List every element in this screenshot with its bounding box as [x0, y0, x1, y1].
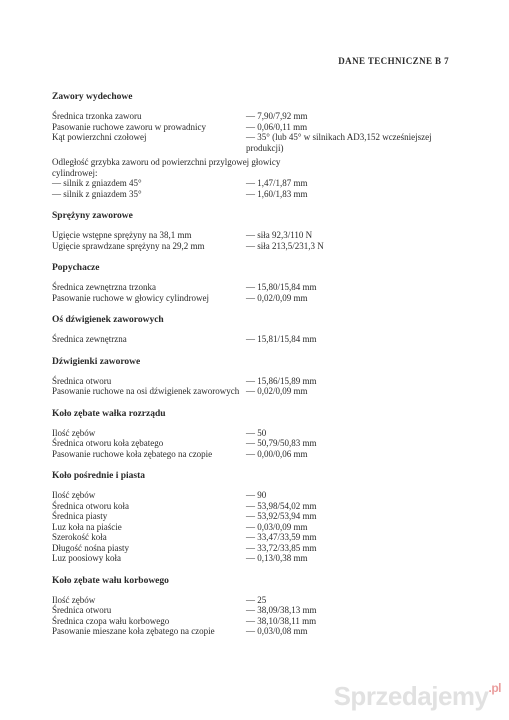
spec-row: [52, 543, 472, 554]
spec-section: [52, 263, 472, 303]
spec-section: [52, 211, 472, 251]
spec-label: Odległość grzybka zaworu od powierzchni przylgowej głowicy cylindrowej:: [52, 157, 281, 178]
section-title: Oś dźwigienek zaworowych: [52, 315, 164, 325]
spec-value: — 0,13/0,38 mm: [246, 553, 308, 563]
spec-label: Kąt powierzchni czołowej: [52, 132, 147, 142]
spec-label: Szerokość koła: [52, 532, 107, 542]
section-title: Koło zębate wałka rozrządu: [52, 408, 166, 419]
spec-label: Pasowanie ruchowe na osi dźwigienek zaworowych: [52, 386, 240, 396]
section-title: Sprężyny zaworowe: [52, 211, 133, 221]
spec-content: [52, 92, 472, 649]
watermark-text: Sprzedajemy: [333, 681, 489, 711]
spec-row: [52, 122, 472, 133]
spec-label: Ilość zębów: [52, 594, 96, 605]
spec-row: [52, 522, 472, 533]
spec-row: [52, 511, 472, 522]
spec-row: [52, 241, 472, 252]
spec-row: [52, 376, 472, 387]
spec-label: Luz poosiowy koła: [52, 553, 121, 563]
spec-value: — 15,81/15,84 mm: [246, 334, 317, 344]
spec-label: Ugięcie sprawdzane sprężyny na 29,2 mm: [52, 240, 205, 251]
spec-section: [52, 576, 472, 637]
spec-value: — 0,02/0,09 mm: [246, 386, 308, 396]
spec-section: [52, 92, 472, 199]
spec-row: [52, 616, 472, 627]
spec-row: [52, 438, 472, 449]
spec-label: Średnica otworu: [52, 605, 112, 615]
spec-value: — 25: [246, 594, 267, 605]
spec-row: [52, 449, 472, 460]
spec-section: [52, 315, 472, 345]
section-title: Popychacze: [52, 263, 100, 273]
spec-label: Pasowanie ruchowe zaworu w prowadnicy: [52, 121, 206, 132]
spec-row: [52, 553, 472, 564]
section-title: Dźwigienki zaworowe: [52, 356, 141, 367]
spec-row: [52, 386, 472, 397]
spec-label: Średnica zewnętrzna trzonka: [52, 282, 156, 292]
spec-row: [52, 189, 472, 200]
spec-row: [52, 501, 472, 512]
spec-value: — 38,09/38,13 mm: [246, 605, 317, 615]
page-header: DANE TECHNICZNE B 7: [338, 56, 449, 66]
spec-label: — silnik z gniazdem 45°: [52, 178, 142, 188]
spec-label: Pasowanie ruchowe w głowicy cylindrowej: [52, 292, 209, 303]
spec-row: [52, 293, 472, 304]
spec-value: — 1,60/1,83 mm: [246, 188, 308, 199]
spec-label: Średnica zewnętrzna: [52, 334, 127, 344]
spec-value: — 50,79/50,83 mm: [246, 438, 317, 448]
spec-value: — siła 213,5/231,3 N: [246, 240, 324, 251]
section-title: Koło zębate wału korbowego: [52, 575, 169, 586]
spec-label: Pasowanie mieszane koła zębatego na czopie: [52, 626, 215, 636]
spec-value: — 53,98/54,02 mm: [246, 500, 317, 511]
spec-value: — 0,02/0,09 mm: [246, 292, 308, 303]
spec-label: Średnica otworu koła zębatego: [52, 438, 164, 448]
spec-label: Ilość zębów: [52, 427, 96, 438]
spec-label: [52, 143, 246, 154]
spec-label: Średnica czopa wału korbowego: [52, 615, 170, 626]
spec-label: Luz koła na piaście: [52, 521, 122, 532]
spec-value: — 90: [246, 490, 267, 500]
spec-value: — 50: [246, 427, 267, 438]
spec-value: — 7,90/7,92 mm: [246, 111, 308, 121]
spec-label: Średnica otworu koła: [52, 500, 129, 511]
spec-section: [52, 357, 472, 397]
spec-label: Ilość zębów: [52, 490, 96, 500]
watermark-suffix: .pl: [488, 681, 501, 695]
spec-value: — 15,86/15,89 mm: [246, 375, 317, 386]
spec-row: [52, 605, 472, 616]
spec-value: — 15,80/15,84 mm: [246, 282, 317, 292]
spec-label: Średnica otworu: [52, 375, 112, 386]
spec-value: — 38,10/38,11 mm: [246, 615, 317, 626]
spec-value: — 35° (lub 45° w silnikach AD3,152 wcześniejszej: [246, 132, 432, 142]
spec-value: — 0,00/0,06 mm: [246, 448, 308, 459]
spec-row: [52, 178, 472, 189]
spec-row: [52, 334, 472, 345]
spec-section: [52, 409, 472, 460]
spec-value: produkcji): [246, 142, 284, 153]
spec-value: — 0,03/0,09 mm: [246, 521, 308, 532]
spec-value: — 0,03/0,08 mm: [246, 626, 308, 636]
spec-label: — silnik z gniazdem 35°: [52, 188, 142, 199]
section-title: Zawory wydechowe: [52, 92, 133, 102]
spec-row: [52, 532, 472, 543]
spec-section: [52, 471, 472, 564]
spec-label: Długość nośna piasty: [52, 542, 129, 553]
spec-value: — 1,47/1,87 mm: [246, 178, 308, 188]
spec-label: Średnica trzonka zaworu: [52, 111, 142, 121]
spec-row: [52, 230, 472, 241]
spec-value: — 33,47/33,59 mm: [246, 532, 317, 542]
spec-label: Średnica piasty: [52, 511, 108, 521]
spec-row: [52, 595, 472, 606]
spec-row: [52, 490, 472, 501]
spec-row: [52, 111, 472, 122]
watermark-logo: [334, 681, 501, 712]
spec-row: [52, 282, 472, 293]
spec-row: [52, 428, 472, 439]
spec-row: [52, 626, 472, 637]
spec-value: — 0,06/0,11 mm: [246, 121, 308, 132]
section-title: Koło pośrednie i piasta: [52, 471, 145, 481]
spec-row: [52, 132, 472, 143]
spec-value: — 33,72/33,85 mm: [246, 542, 317, 553]
spec-row: [52, 143, 472, 154]
spec-value: — 53,92/53,94 mm: [246, 511, 317, 521]
spec-value: — siła 92,3/110 N: [246, 230, 313, 240]
spec-label: Pasowanie ruchowe koła zębatego na czopie: [52, 448, 213, 459]
spec-label: Ugięcie wstępne sprężyny na 38,1 mm: [52, 230, 192, 240]
